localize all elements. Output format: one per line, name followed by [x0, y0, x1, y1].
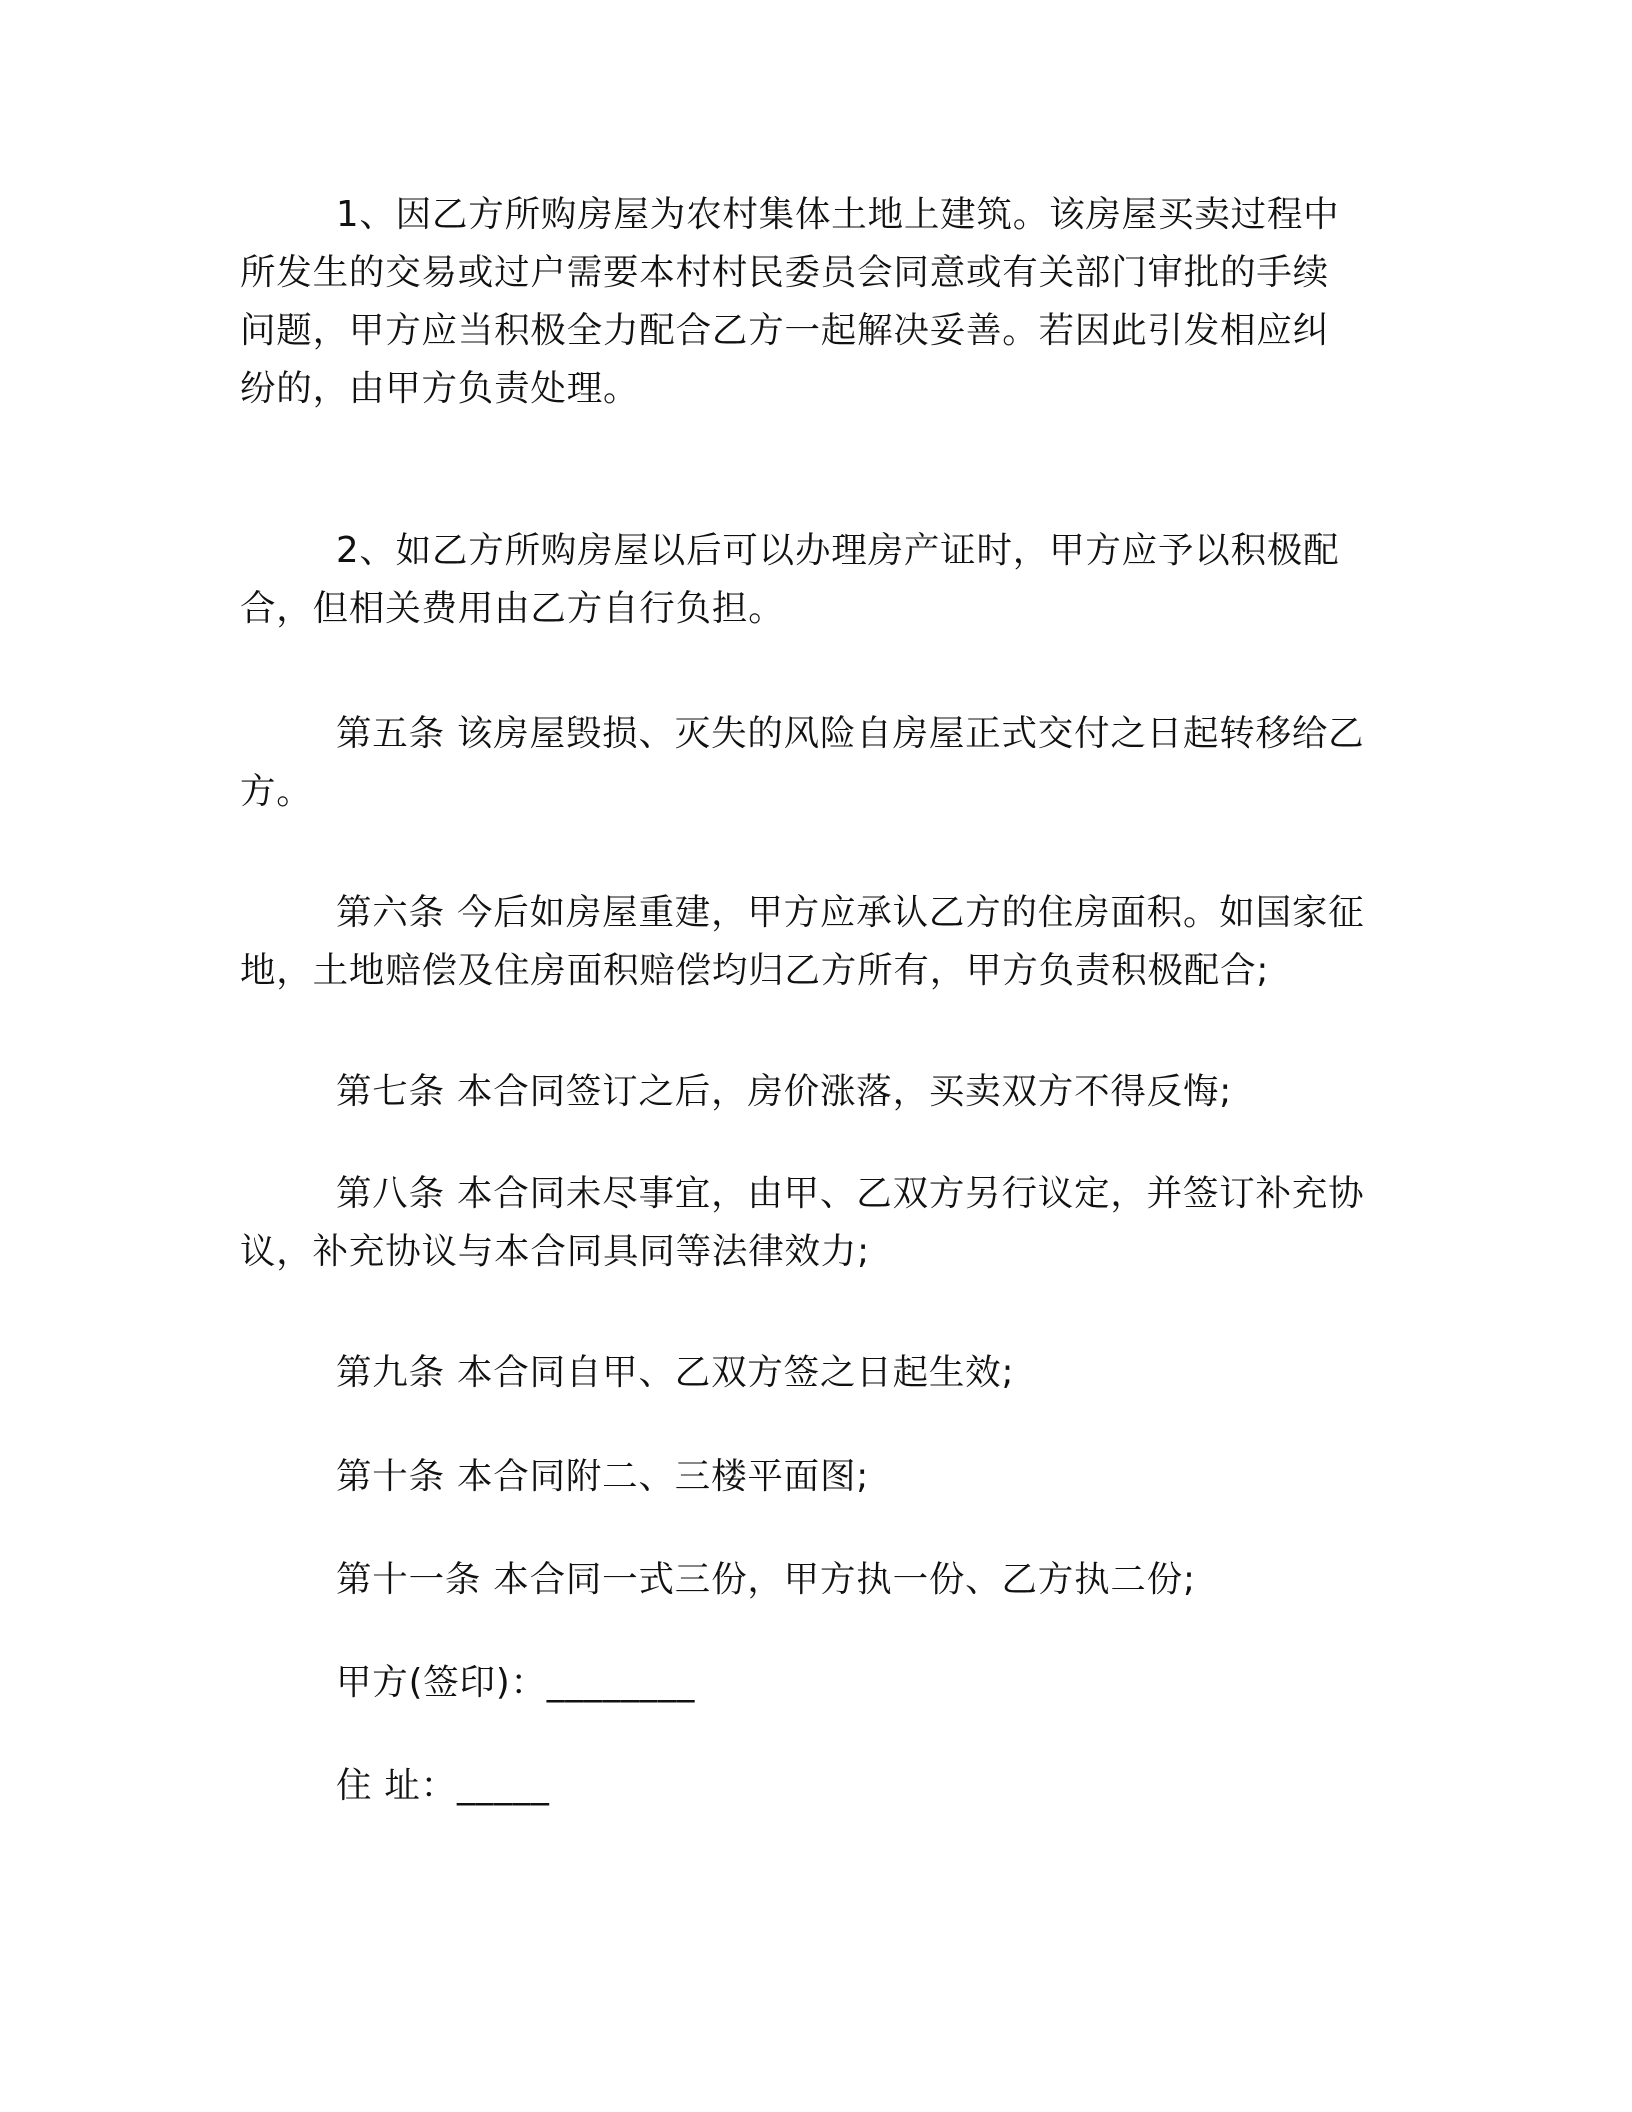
- party-a-signature-line: 甲方(签印)：________: [336, 1662, 696, 1703]
- article-5: [240, 705, 1390, 821]
- article-8: [240, 1165, 1390, 1281]
- paragraph-line: 纷的，由甲方负责处理。: [240, 368, 640, 409]
- paragraph-line: 1、因乙方所购房屋为农村集体土地上建筑。该房屋买卖过程中: [336, 194, 1340, 235]
- address-line: 住 址：_____: [336, 1765, 550, 1806]
- paragraph-line: 第五条 该房屋毁损、灭失的风险自房屋正式交付之日起转移给乙: [336, 713, 1365, 754]
- paragraph-line: 2、如乙方所购房屋以后可以办理房产证时，甲方应予以积极配: [336, 530, 1340, 571]
- article-7: 第七条 本合同签订之后，房价涨落，买卖双方不得反悔;: [336, 1071, 1233, 1112]
- article-10: 第十条 本合同附二、三楼平面图;: [336, 1456, 870, 1497]
- paragraph-1: [240, 186, 1390, 418]
- paragraph-line: 问题，甲方应当积极全力配合乙方一起解决妥善。若因此引发相应纠: [240, 310, 1330, 351]
- paragraph-line: 第六条 今后如房屋重建，甲方应承认乙方的住房面积。如国家征: [336, 892, 1365, 933]
- paragraph-2: [240, 522, 1390, 638]
- paragraph-line: 合，但相关费用由乙方自行负担。: [240, 588, 785, 629]
- paragraph-line: 方。: [240, 771, 313, 812]
- article-6: [240, 884, 1390, 1000]
- article-11: 第十一条 本合同一式三份，甲方执一份、乙方执二份;: [336, 1559, 1196, 1600]
- article-9: 第九条 本合同自甲、乙双方签之日起生效;: [336, 1352, 1015, 1393]
- paragraph-line: 所发生的交易或过户需要本村村民委员会同意或有关部门审批的手续: [240, 252, 1330, 293]
- paragraph-line: 议，补充协议与本合同具同等法律效力;: [240, 1231, 870, 1272]
- paragraph-line: 第八条 本合同未尽事宜，由甲、乙双方另行议定，并签订补充协: [336, 1173, 1365, 1214]
- paragraph-line: 地，土地赔偿及住房面积赔偿均归乙方所有，甲方负责积极配合;: [240, 950, 1270, 991]
